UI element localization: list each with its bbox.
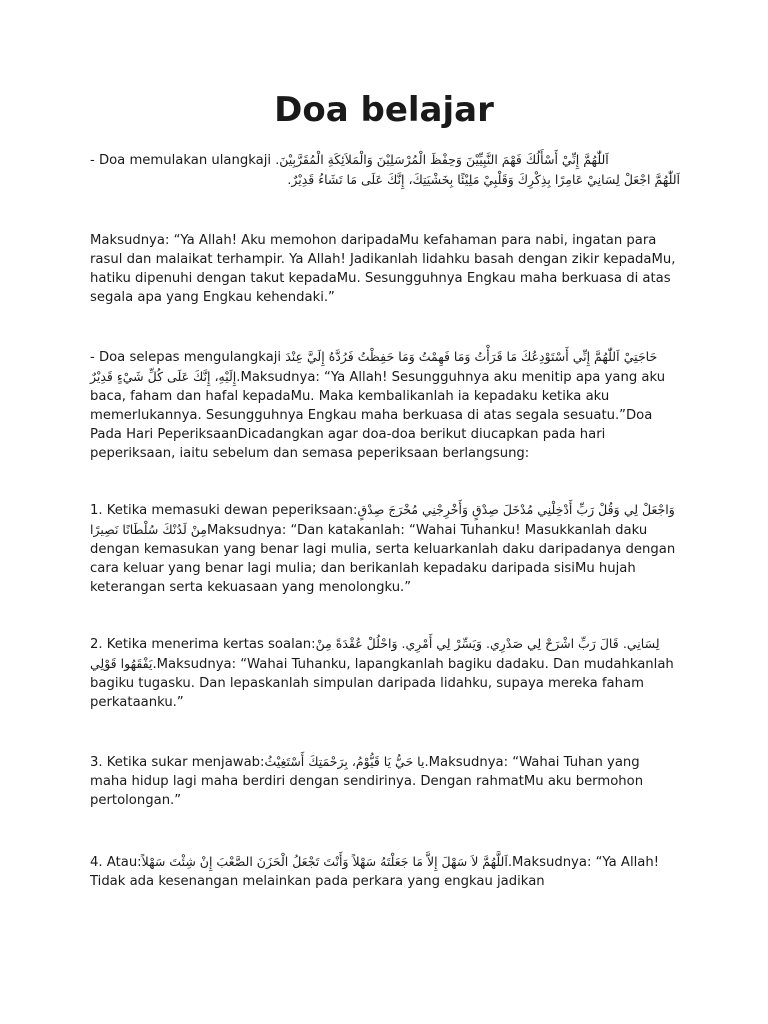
doa-difficult-answering — [90, 752, 680, 810]
doa-after-revision — [90, 347, 680, 463]
arabic-text: لِسَانِي. يَفْقَهُوا قَوْلِي — [90, 636, 660, 671]
meaning-text: .Maksudnya: “Wahai Tuhanku, lapangkanlah bagiku dadaku. Dan mudahkanlah bagiku tugasku. Dan lepaskanlah simpulan daripada lidahku, supaya mereka faham perkataanku.” — [90, 657, 674, 710]
meaning-paragraph: Maksudnya: “Ya Allah! Aku memohon daripadaMu kefahaman para nabi, ingatan para rasul dan malaikat terhampir. Ya Allah! Jadikanlah lidahku basah dengan zikir kepadaMu, hatiku dipenuhi dengan takut kepadaMu. Sesungguhnya Engkau maha berkuasa di atas segala apa yang Engkau kehendaki.” — [90, 233, 676, 305]
doa-entering-exam-hall — [90, 500, 680, 597]
section-prefix: - Doa selepas mengulangkaji — [90, 350, 286, 365]
section-prefix: 2. Ketika menerima kertas soalan: — [90, 637, 316, 652]
arabic-text: قَالَ رَبِّ اشْرَحْ لِي صَدْرِي. وَيَسِّرْ لِي أَمْرِي. وَاحْلُلْ عُقْدَةً مِنْ — [315, 636, 619, 651]
arabic-text: اَللّٰهُمَّ إِنِّي أَسْتَوْدِعُكَ مَا قَرَأْتُ وَمَا فَهِمْتُ وَمَا حَفِظْتُ فَرُدَّهُ إِلَيَّ عِنْدَ — [285, 349, 620, 364]
section-prefix: - Doa memulakan ulangkaji — [90, 153, 276, 168]
arabic-text: اَللَّهُمَّ لاَ سَهْلَ إِلاَّ مَا جَعَلْتَهُ سَهْلاً وَأَنْتَ تَجْعَلُ الْحَزَنَ الصَّعْبَ إِنْ شِئْتَ سَهْلاً — [141, 854, 508, 869]
doa-receiving-question-paper — [90, 634, 680, 712]
arabic-text: اَللّٰهُمَّ إِنِّيْ أَسْأَلُكَ فَهْمَ النَّبِيِّيْنَ وَحِفْظَ الْمُرْسَلِيْنَ وَالْمَلاَئِكَةِ الْمُقَرَّبِيْنَ. — [275, 152, 609, 167]
meaning-text: .Maksudnya: “Wahai Tuhan yang maha hidup lagi maha berdiri dengan sendirinya. Dengan rahmatMu aku bermohon pertolongan.” — [90, 755, 644, 808]
arabic-text: يا حَيُّ يَا قَيُّوْمُ، بِرَحْمَتِكَ أَسْتَغِيْثُ — [264, 754, 425, 769]
meaning-text: .Maksudnya: “Ya Allah! Tidak ada kesenangan melainkan pada perkara yang engkau jadikan — [90, 855, 659, 889]
section-prefix: 4. Atau: — [90, 855, 142, 870]
arabic-text: اَللّٰهُمَّ اجْعَلْ لِسَانِيْ عَامِرًا بِذِكْرِكَ وَقَلْبِيْ مَلِيْئًا بِخَشْيَتِكَ، إِنَّكَ عَلَى مَا تَشَاءُ قَدِيْرٌ. — [287, 172, 680, 187]
arabic-text: وَقُلْ رَبِّ أَدْخِلْنِي مُدْخَلَ صِدْقٍ وَأَخْرِجْنِي مُخْرَجَ صِدْقٍ — [357, 502, 620, 517]
arabic-text: وَاجْعَلْ لِي مِنْ لَدُنْكَ سُلْطَانًا نَصِيرًا — [90, 502, 675, 537]
section-prefix: 3. Ketika sukar menjawab: — [90, 755, 265, 770]
doa-alternative — [90, 852, 680, 891]
arabic-text: حَاجَتِيْ إِلَيْهِ، إِنَّكَ عَلَى كُلِّ شَيْءٍ قَدِيْرٌ — [90, 349, 658, 384]
section-prefix: 1. Ketika memasuki dewan peperiksaan: — [90, 503, 358, 518]
doa-before-revision — [90, 150, 680, 189]
meaning-text: Maksudnya: “Dan katakanlah: “Wahai Tuhanku! Masukkanlah daku dengan kemasukan yang benar lagi mulia, serta keluarkanlah daku daripadanya dengan cara keluar yang benar lagi mulia; dan berikanlah kepadaku daripada sisiMu hujah keterangan serta kekuasaan yang menolongku.” — [90, 523, 676, 595]
page-title: Doa belajar — [274, 90, 494, 130]
meaning-text: .Maksudnya: “Ya Allah! Sesungguhnya aku menitip apa yang aku baca, faham dan hafal kepadaMu. Maka kembalikanlah ia kepadaku ketika aku memerlukannya. Sesungguhnya Engkau maha berkuasa di atas segala sesuatu.”Doa Pada Hari PeperiksaanDicadangkan agar doa-doa berikut diucapkan pada hari peperiksaan, iaitu sebelum dan semasa peperiksaan berlangsung: — [90, 370, 666, 461]
